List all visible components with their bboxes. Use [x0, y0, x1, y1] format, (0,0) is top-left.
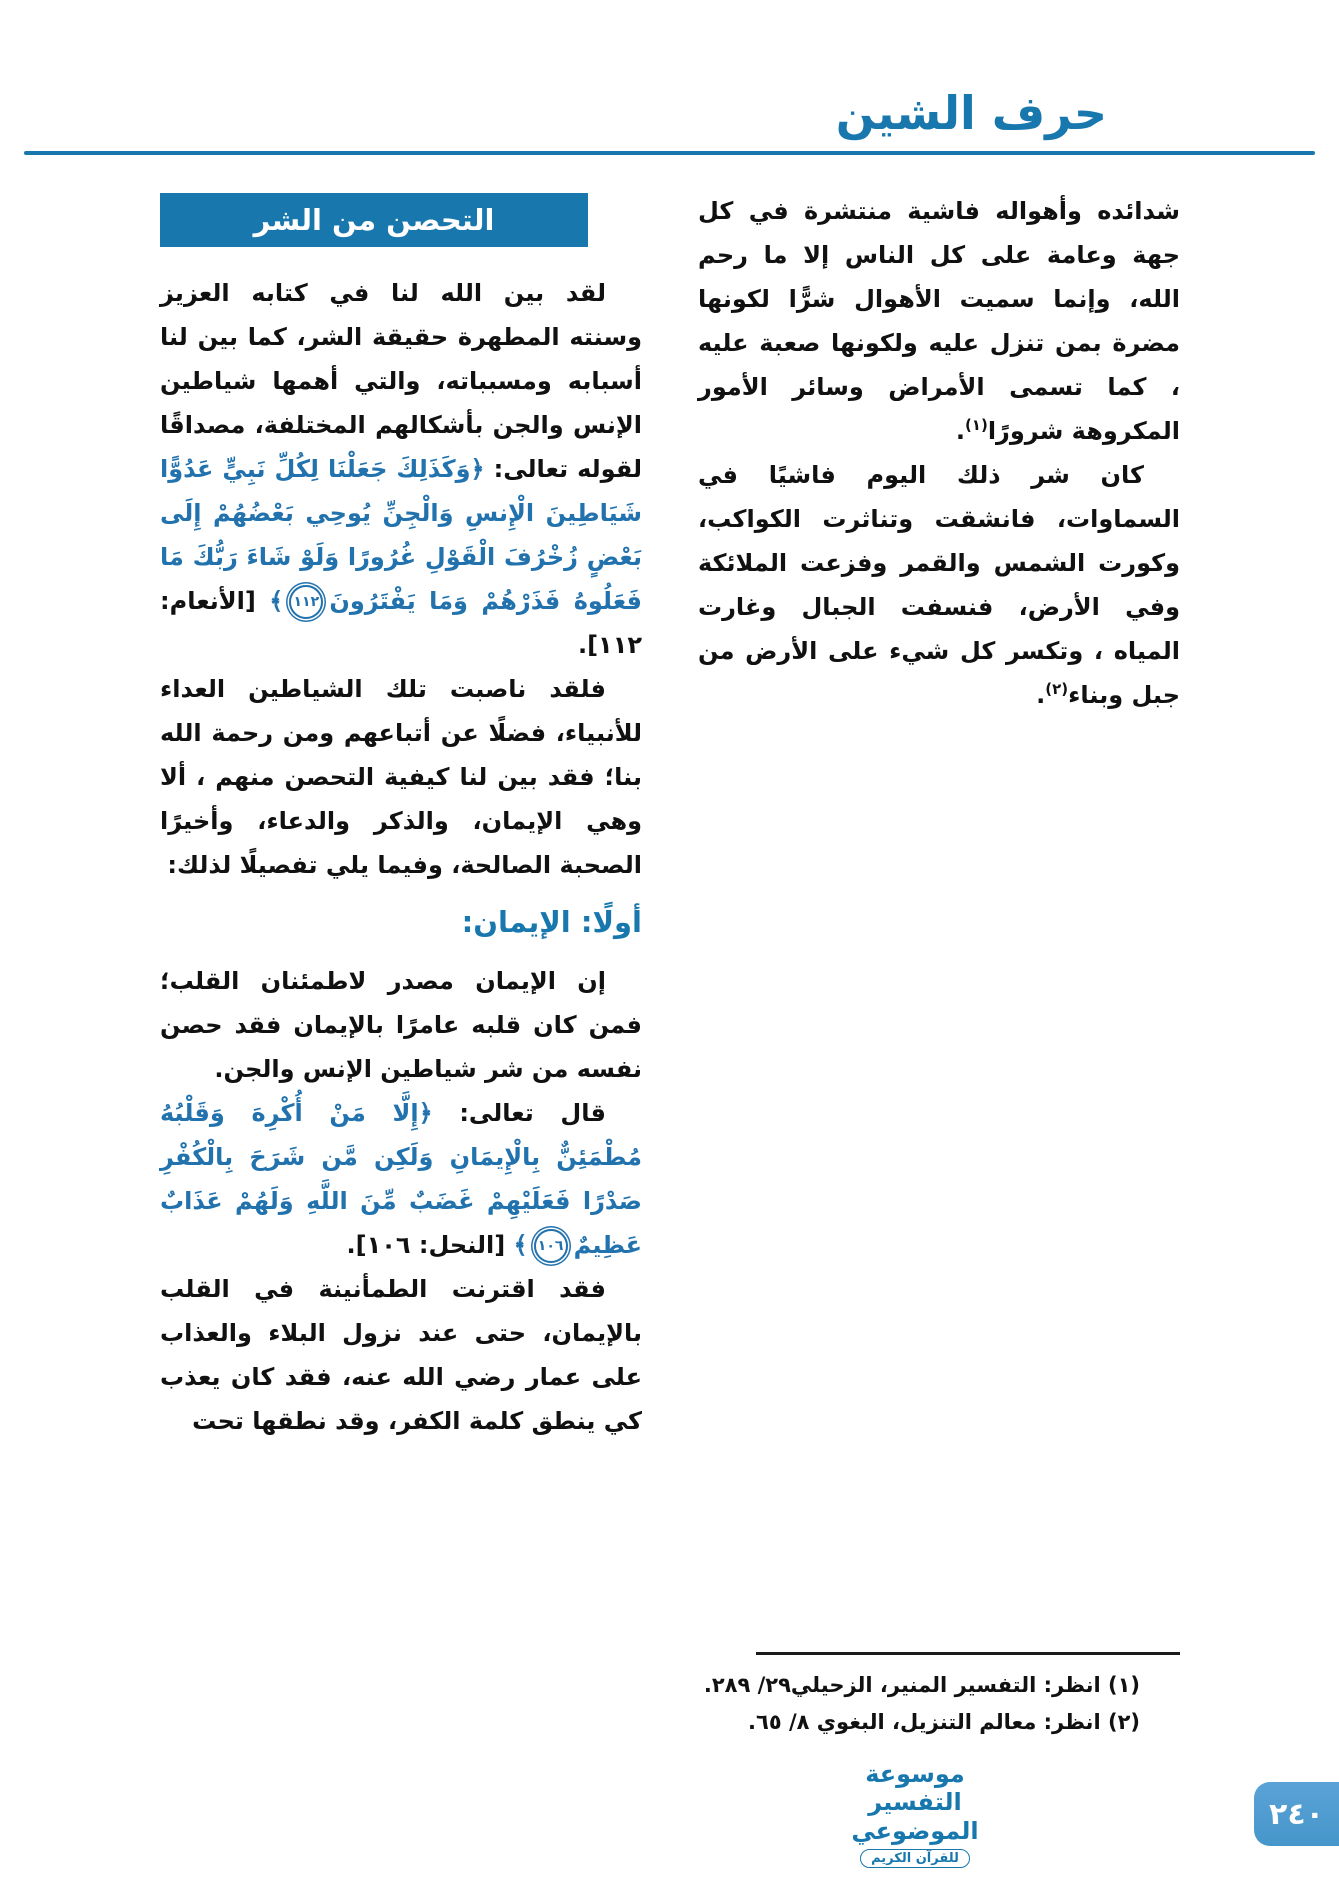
verse-text: إِلَّا مَنْ أُكْرِهَ وَقَلْبُهُ مُطْمَئِنٌّ بِالْإِيمَانِ وَلَكِن مَّن شَرَحَ بِالْكُفْرِ صَدْرًا فَعَلَيْهِمْ غَضَبٌ مِّنَ اللَّهِ وَلَهُمْ عَذَابٌ عَظِيمٌ	[160, 1098, 642, 1259]
verse-reference: [النحل: ١٠٦].	[346, 1230, 514, 1259]
content-columns	[0, 155, 1339, 1747]
paragraph-text: شدائده وأهواله فاشية منتشرة في كل جهة وعامة على كل الناس إلا ما رحم الله، وإنما سميت الأهوال شرًّا لكونها مضرة بمن تنزل عليه ولكونها صعبة عليه ، كما تسمى الأمراض وسائر الأمور المكروهة شرورًا	[698, 196, 1180, 445]
ornate-open-bracket: ﴿	[418, 1098, 433, 1127]
paragraph-kana-sharr	[698, 453, 1180, 717]
section-title-box	[160, 193, 588, 247]
subheading-first-faith: أولًا: الإيمان:	[461, 904, 642, 939]
ayah-number-medallion: ١٠٦	[534, 1229, 568, 1263]
paragraph-tail: .	[1036, 680, 1046, 709]
verse-intro: لقد بين الله لنا في كتابه العزيز وسنته المطهرة حقيقة الشر، كما بين لنا أسبابه ومسبباته، والتي أهمها شياطين الإنس والجن بأشكالهم المختلفة، مصداقًا لقوله تعالى:	[160, 278, 642, 483]
verse-reference: [الأنعام: ١١٢].	[160, 586, 642, 659]
paragraph-falaqad: فلقد ناصبت تلك الشياطين العداء للأنبياء، فضلًا عن أتباعهم ومن رحمة الله بنا؛ فقد بين لنا كيفية التحصن منهم ، ألا وهي الإيمان، والذكر والدعاء، وأخيرًا الصحبة الصالحة، وفيما يلي تفصيلًا لذلك:	[160, 674, 642, 879]
publisher-logo	[817, 1760, 1013, 1868]
footnote-1: (١) انظر: التفسير المنير، الزحيلي٢٩/ ٢٨٩.	[703, 1672, 1140, 1697]
left-column	[160, 189, 642, 1747]
right-column	[698, 189, 1180, 1747]
paragraph-inna-iman: إن الإيمان مصدر لاطمئنان القلب؛ فمن كان قلبه عامرًا بالإيمان فقد حصن نفسه من شر شياطين الإنس والجن.	[160, 966, 642, 1083]
verse-text: وَكَذَلِكَ جَعَلْنَا لِكُلِّ نَبِيٍّ عَدُوًّا شَيَاطِينَ الْإِنسِ وَالْجِنِّ يُوحِي بَعْضُهُمْ إِلَى بَعْضٍ زُخْرُفَ الْقَوْلِ غُرُورًا وَلَوْ شَاءَ رَبُّكَ مَا فَعَلُوهُ فَذَرْهُمْ وَمَا يَفْتَرُونَ	[160, 454, 642, 615]
paragraph-with-verse-1	[160, 271, 642, 667]
footnote-divider	[756, 1652, 1180, 1655]
chapter-title: حرف الشين	[835, 86, 1107, 140]
ornate-close-bracket: ﴾	[269, 586, 284, 615]
page-header	[0, 0, 1339, 155]
footnote-marker-2: (٢)	[1045, 679, 1069, 698]
verse-intro: قال تعالى:	[432, 1098, 606, 1127]
footnotes-section	[698, 1652, 1180, 1747]
ayah-number-medallion: ١١٢	[289, 585, 323, 619]
section-title: التحصن من الشر	[253, 202, 495, 237]
publisher-logo-title: موسوعة التفسير الموضوعي	[851, 1759, 979, 1846]
page-number: ٢٤٠	[1254, 1782, 1339, 1846]
footnote-2: (٢) انظر: معالم التنزيل، البغوي ٨/ ٦٥.	[748, 1709, 1140, 1734]
paragraph-with-verse-2	[160, 1091, 642, 1267]
paragraph-faqad-iqtaranat: فقد اقترنت الطمأنينة في القلب بالإيمان، حتى عند نزول البلاء والعذاب على عمار رضي الله عنه، فقد كان يعذب كي ينطق كلمة الكفر، وقد نطقها تحت	[160, 1274, 642, 1435]
ornate-close-bracket: ﴾	[513, 1230, 528, 1259]
paragraph-text: كان شر ذلك اليوم فاشيًا في السماوات، فانشقت وتناثرت الكواكب، وكورت الشمس والقمر وفزعت الملائكة وفي الأرض، فنسفت الجبال وغارت المياه ، وتكسر كل شيء على الأرض من جبل وبناء	[698, 460, 1180, 709]
publisher-logo-subtitle: للقرآن الكريم	[860, 1849, 970, 1868]
ornate-open-bracket: ﴿	[470, 454, 485, 483]
paragraph-shadaiduh	[698, 189, 1180, 453]
footnote-marker-1: (١)	[964, 415, 988, 434]
paragraph-tail: .	[955, 416, 965, 445]
